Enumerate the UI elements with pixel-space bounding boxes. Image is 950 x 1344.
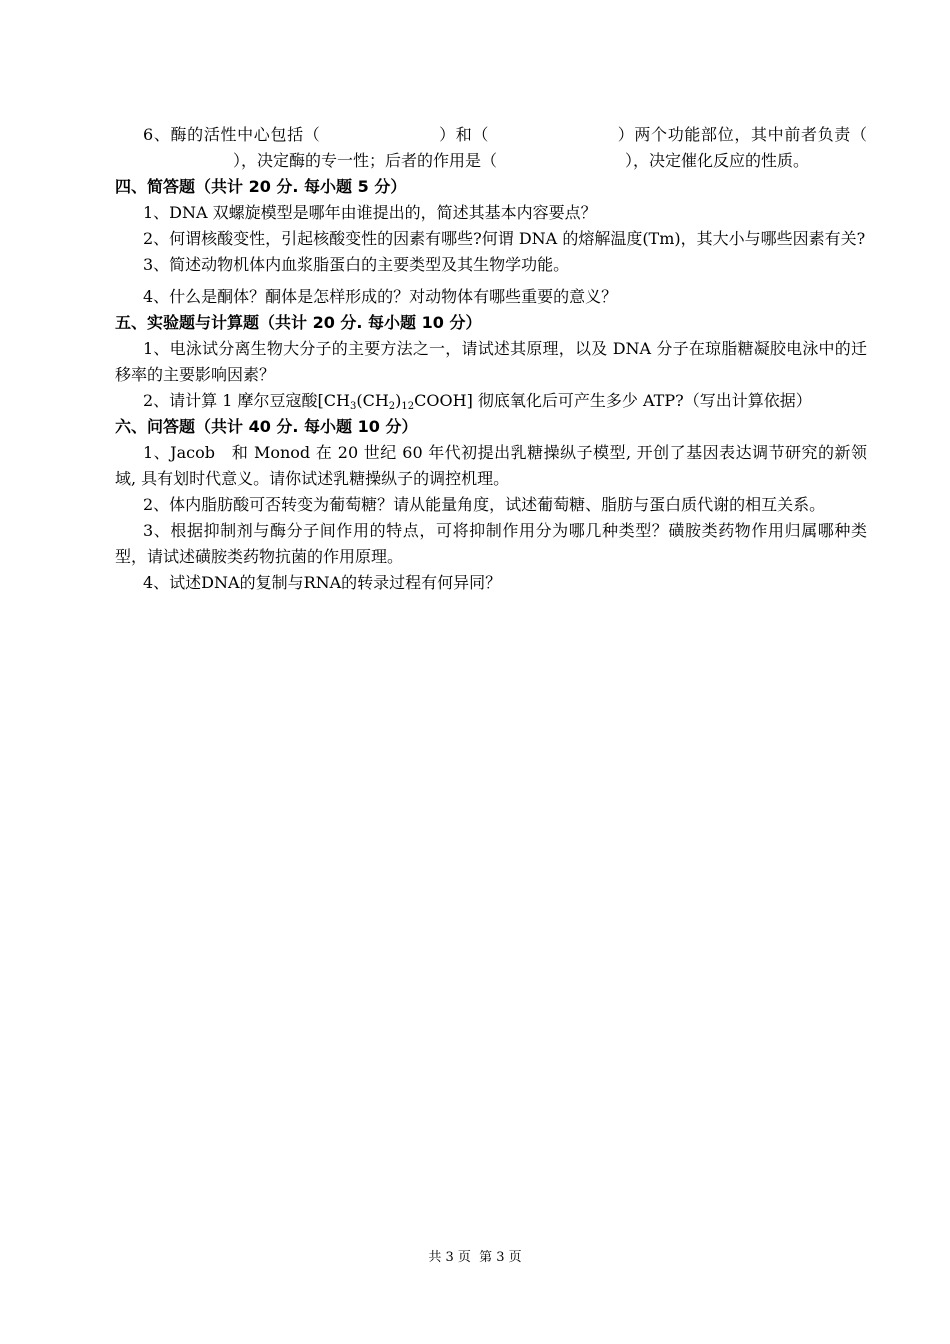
question-6 [115,122,867,174]
section-6-heading: 六、问答题（共计 40 分. 每小题 10 分） [115,417,418,436]
section-4-question-4: 4、什么是酮体？酮体是怎样形成的？对动物体有哪些重要的意义？ [143,287,618,306]
question-6-text-2: ）和（ [438,125,490,144]
formula-subscript-2: 2 [388,401,396,412]
question-6-text-5: ），决定催化反应的性质。 [625,151,810,170]
formula-part-d: COOH] 彻底氧化后可产生多少 ATP?（写出计算依据） [414,391,812,410]
section-4-question-3: 3、简述动物机体内血浆脂蛋白的主要类型及其生物学功能。 [143,255,570,274]
page-current: 第 3 页 [479,1250,522,1265]
section-4-heading: 四、简答题（共计 20 分. 每小题 5 分） [115,177,407,196]
question-6-text-4: ），决定酶的专一性；后者的作用是（ [233,151,498,170]
section-6-question-4: 4、试述DNA的复制与RNA的转录过程有何异同？ [143,573,502,592]
section-6-question-1: 1、Jacob 和 Monod 在 20 世纪 60 年代初提出乳糖操纵子模型, 开创了基因表达调节研究的新领域, 具有划时代意义。请你试述乳糖操纵子的调控机理。 [115,443,867,488]
exam-content [115,122,867,596]
question-6-text-3: ）两个功能部位，其中前者负责（ [617,125,867,144]
formula-part-a: 2、请计算 1 摩尔豆寇酸[CH [143,391,350,410]
section-4-question-2: 2、何谓核酸变性，引起核酸变性的因素有哪些?何谓 DNA 的熔解温度(Tm)，其大小与哪些因素有关? [143,229,866,248]
section-6-question-3: 3、根据抑制剂与酶分子间作用的特点，可将抑制作用分为哪几种类型？磺胺类药物作用归属哪种类型，请试述磺胺类药物抗菌的作用原理。 [115,521,867,566]
section-4-question-1: 1、DNA 双螺旋模型是哪年由谁提出的，简述其基本内容要点？ [143,203,597,222]
section-5-question-2 [115,388,867,414]
page-total: 共 3 页 [428,1250,471,1265]
formula-subscript-1: 3 [349,401,357,412]
section-6-question-2: 2、体内脂肪酸可否转变为葡萄糖？请从能量角度，试述葡萄糖、脂肪与蛋白质代谢的相互关系。 [143,495,826,514]
section-5-heading: 五、实验题与计算题（共计 20 分. 每小题 10 分） [115,313,482,332]
formula-part-c: ) [395,391,402,410]
section-5-question-1: 1、电泳试分离生物大分子的主要方法之一，请试述其原理，以及 DNA 分子在琼脂糖凝胶电泳中的迁移率的主要影响因素？ [115,339,867,384]
question-6-text-1: 6、酶的活性中心包括（ [143,125,321,144]
formula-part-b: (CH [356,391,389,410]
formula-subscript-3: 12 [401,401,415,412]
page-footer [0,1246,950,1265]
